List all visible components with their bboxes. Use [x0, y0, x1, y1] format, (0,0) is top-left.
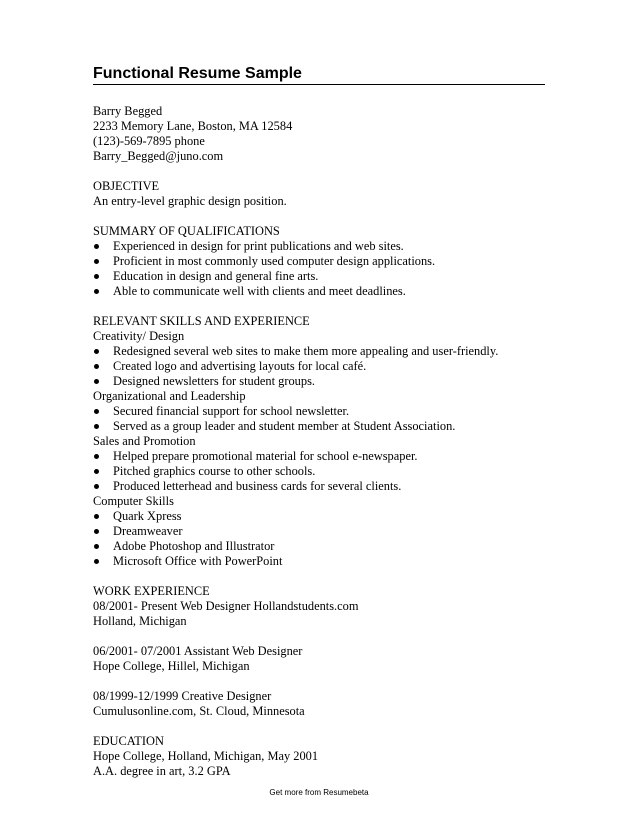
- list-item: Created logo and advertising layouts for local café.: [93, 359, 545, 374]
- skill-group-name: Computer Skills: [93, 494, 174, 508]
- bullet-icon: [94, 454, 99, 459]
- job-location: Holland, Michigan: [93, 614, 187, 628]
- bullet-icon: [94, 484, 99, 489]
- bullet-icon: [94, 529, 99, 534]
- section-heading-education: EDUCATION: [93, 734, 164, 748]
- skill-group-list: [93, 404, 545, 434]
- bullet-icon: [94, 244, 99, 249]
- job-title-line: 08/1999-12/1999 Creative Designer: [93, 689, 272, 703]
- list-item: Dreamweaver: [93, 524, 545, 539]
- list-item: Secured financial support for school newsletter.: [93, 404, 545, 419]
- list-item: Microsoft Office with PowerPoint: [93, 554, 545, 569]
- footer-text: Get more from Resumebeta: [269, 788, 369, 797]
- objective-text: An entry-level graphic design position.: [93, 194, 287, 208]
- section-heading-work: WORK EXPERIENCE: [93, 584, 210, 598]
- skill-group-list: [93, 344, 545, 389]
- contact-block: [93, 104, 545, 164]
- summary-section: [93, 224, 545, 299]
- bullet-icon: [94, 274, 99, 279]
- list-item: Designed newsletters for student groups.: [93, 374, 545, 389]
- education-school: Hope College, Holland, Michigan, May 2001: [93, 749, 319, 763]
- list-item: Adobe Photoshop and Illustrator: [93, 539, 545, 554]
- list-item: Helped prepare promotional material for school e-newspaper.: [93, 449, 545, 464]
- list-item: Redesigned several web sites to make them more appealing and user-friendly.: [93, 344, 545, 359]
- list-item: Produced letterhead and business cards for several clients.: [93, 479, 545, 494]
- objective-section: [93, 179, 545, 209]
- summary-list: [93, 239, 545, 299]
- list-item: Served as a group leader and student member at Student Association.: [93, 419, 545, 434]
- list-item: Pitched graphics course to other schools.: [93, 464, 545, 479]
- skill-group-name: Creativity/ Design: [93, 329, 185, 343]
- list-item: Able to communicate well with clients and meet deadlines.: [93, 284, 545, 299]
- education-degree: A.A. degree in art, 3.2 GPA: [93, 764, 231, 778]
- skill-group-name: Sales and Promotion: [93, 434, 196, 448]
- bullet-icon: [94, 289, 99, 294]
- bullet-icon: [94, 409, 99, 414]
- bullet-icon: [94, 364, 99, 369]
- contact-email: Barry_Begged@juno.com: [93, 149, 224, 163]
- skill-group-list: [93, 449, 545, 494]
- work-section: [93, 584, 545, 719]
- job-title-line: 08/2001- Present Web Designer Hollandstudents.com: [93, 599, 359, 613]
- skill-group-name: Organizational and Leadership: [93, 389, 246, 403]
- education-section: [93, 734, 545, 779]
- skill-group-list: [93, 509, 545, 569]
- section-heading-objective: OBJECTIVE: [93, 179, 160, 193]
- job-title-line: 06/2001- 07/2001 Assistant Web Designer: [93, 644, 303, 658]
- section-heading-summary: SUMMARY OF QUALIFICATIONS: [93, 224, 280, 238]
- list-item: Experienced in design for print publications and web sites.: [93, 239, 545, 254]
- bullet-icon: [94, 544, 99, 549]
- bullet-icon: [94, 349, 99, 354]
- contact-name: Barry Begged: [93, 104, 163, 118]
- bullet-icon: [94, 424, 99, 429]
- job-location: Hope College, Hillel, Michigan: [93, 659, 250, 673]
- resume-document: [93, 64, 545, 779]
- section-heading-skills: RELEVANT SKILLS AND EXPERIENCE: [93, 314, 310, 328]
- bullet-icon: [94, 514, 99, 519]
- bullet-icon: [94, 379, 99, 384]
- bullet-icon: [94, 559, 99, 564]
- job-location: Cumulusonline.com, St. Cloud, Minnesota: [93, 704, 305, 718]
- list-item: Quark Xpress: [93, 509, 545, 524]
- list-item: Education in design and general fine arts.: [93, 269, 545, 284]
- list-item: Proficient in most commonly used computer design applications.: [93, 254, 545, 269]
- skills-section: [93, 314, 545, 569]
- document-title: Functional Resume Sample: [93, 64, 545, 85]
- bullet-icon: [94, 469, 99, 474]
- bullet-icon: [94, 259, 99, 264]
- contact-phone: (123)-569-7895 phone: [93, 134, 205, 148]
- contact-address: 2233 Memory Lane, Boston, MA 12584: [93, 119, 293, 133]
